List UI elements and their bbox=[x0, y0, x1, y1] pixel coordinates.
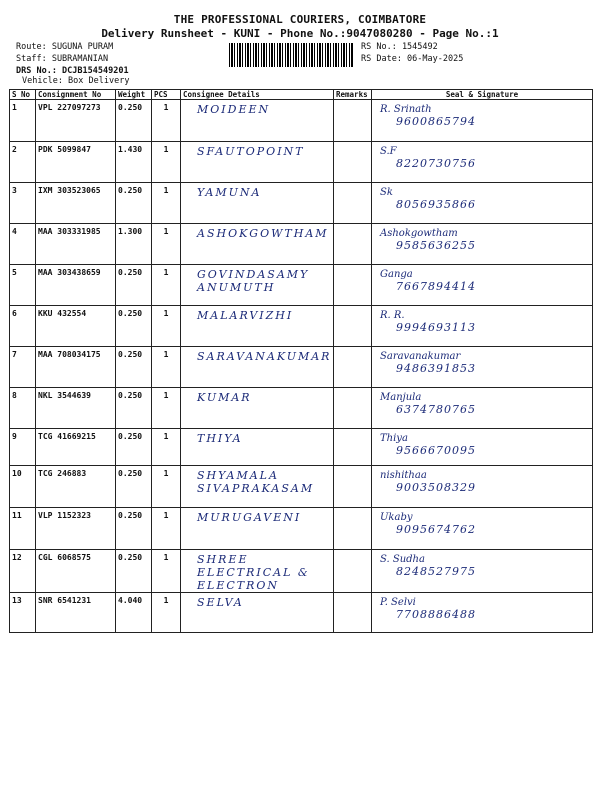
recipient-phone: 6374780765 bbox=[396, 403, 476, 416]
table-row bbox=[10, 508, 593, 550]
consignee-name: THIYA bbox=[197, 432, 243, 445]
remarks-cell bbox=[334, 388, 372, 429]
weight-cell: 1.300 bbox=[116, 224, 152, 265]
signature-cell bbox=[372, 183, 593, 224]
consignee-cell bbox=[181, 388, 334, 429]
recipient-phone: 9566670095 bbox=[396, 444, 476, 457]
sno-cell: 8 bbox=[10, 388, 36, 429]
pcs-cell: 1 bbox=[152, 429, 181, 466]
sno-cell: 9 bbox=[10, 429, 36, 466]
consignee-name: SFAUTOPOINT bbox=[197, 145, 305, 158]
remarks-cell bbox=[334, 466, 372, 508]
consignee-cell bbox=[181, 347, 334, 388]
consignee-cell bbox=[181, 265, 334, 306]
col-pcs: PCS bbox=[152, 90, 181, 100]
signature: Saravanakumar bbox=[380, 351, 461, 362]
runsheet-subtitle: Delivery Runsheet - KUNI - Phone No.:9047080280 - Page No.:1 bbox=[101, 27, 499, 40]
consignee-cell bbox=[181, 306, 334, 347]
remarks-cell bbox=[334, 142, 372, 183]
remarks-cell bbox=[334, 508, 372, 550]
pcs-cell: 1 bbox=[152, 593, 181, 633]
consignee-name: MOIDEEN bbox=[197, 103, 271, 116]
signature: R. R. bbox=[380, 310, 405, 321]
table-row bbox=[10, 466, 593, 508]
col-sno: S No bbox=[10, 90, 36, 100]
recipient-phone: 9585636255 bbox=[396, 239, 476, 252]
rs-date: RS Date: 06-May-2025 bbox=[361, 54, 464, 64]
consignee-cell bbox=[181, 142, 334, 183]
signature: Ukaby bbox=[380, 512, 413, 523]
col-weight: Weight bbox=[116, 90, 152, 100]
consignment-cell: TCG 41669215 bbox=[36, 429, 116, 466]
recipient-phone: 9003508329 bbox=[396, 481, 476, 494]
consignment-cell: SNR 6541231 bbox=[36, 593, 116, 633]
pcs-cell: 1 bbox=[152, 508, 181, 550]
consignee-cell bbox=[181, 466, 334, 508]
pcs-cell: 1 bbox=[152, 224, 181, 265]
remarks-cell bbox=[334, 265, 372, 306]
col-remarks: Remarks bbox=[334, 90, 372, 100]
table-row bbox=[10, 429, 593, 466]
consignee-cell bbox=[181, 593, 334, 633]
consignment-cell: NKL 3544639 bbox=[36, 388, 116, 429]
consignment-cell: VPL 227097273 bbox=[36, 100, 116, 142]
pcs-cell: 1 bbox=[152, 142, 181, 183]
signature: P. Selvi bbox=[380, 597, 416, 608]
signature: S. Sudha bbox=[380, 554, 425, 565]
consignee-name: GOVINDASAMY ANUMUTH bbox=[197, 268, 310, 294]
consignment-cell: VLP 1152323 bbox=[36, 508, 116, 550]
vehicle-label: Vehicle: Box Delivery bbox=[22, 76, 130, 86]
remarks-cell bbox=[334, 550, 372, 593]
sno-cell: 6 bbox=[10, 306, 36, 347]
sno-cell: 10 bbox=[10, 466, 36, 508]
weight-cell: 0.250 bbox=[116, 550, 152, 593]
signature: R. Srinath bbox=[380, 104, 432, 115]
pcs-cell: 1 bbox=[152, 306, 181, 347]
remarks-cell bbox=[334, 100, 372, 142]
signature-cell bbox=[372, 142, 593, 183]
table-row bbox=[10, 142, 593, 183]
signature-cell bbox=[372, 593, 593, 633]
consignment-cell: IXM 303523065 bbox=[36, 183, 116, 224]
signature-cell bbox=[372, 224, 593, 265]
recipient-phone: 9486391853 bbox=[396, 362, 476, 375]
signature: Manjula bbox=[380, 392, 422, 403]
table-row bbox=[10, 306, 593, 347]
signature-cell bbox=[372, 388, 593, 429]
consignee-name: YAMUNA bbox=[197, 186, 262, 199]
recipient-phone: 8220730756 bbox=[396, 157, 476, 170]
signature-cell bbox=[372, 429, 593, 466]
consignee-name: SARAVANAKUMAR bbox=[197, 350, 332, 363]
consignee-name: SELVA bbox=[197, 596, 244, 609]
signature: Ganga bbox=[380, 269, 413, 280]
recipient-phone: 8248527975 bbox=[396, 565, 476, 578]
remarks-cell bbox=[334, 306, 372, 347]
pcs-cell: 1 bbox=[152, 265, 181, 306]
recipient-phone: 9600865794 bbox=[396, 115, 476, 128]
weight-cell: 0.250 bbox=[116, 306, 152, 347]
consignee-name: MALARVIZHI bbox=[197, 309, 294, 322]
signature-cell bbox=[372, 508, 593, 550]
col-signature: Seal & Signature bbox=[372, 90, 593, 100]
pcs-cell: 1 bbox=[152, 466, 181, 508]
sno-cell: 7 bbox=[10, 347, 36, 388]
recipient-phone: 7708886488 bbox=[396, 608, 476, 621]
sno-cell: 3 bbox=[10, 183, 36, 224]
table-row bbox=[10, 265, 593, 306]
signature-cell bbox=[372, 347, 593, 388]
consignee-name: KUMAR bbox=[197, 391, 252, 404]
consignee-cell bbox=[181, 550, 334, 593]
sno-cell: 2 bbox=[10, 142, 36, 183]
consignee-name: MURUGAVENI bbox=[197, 511, 302, 524]
remarks-cell bbox=[334, 224, 372, 265]
pcs-cell: 1 bbox=[152, 347, 181, 388]
signature-cell bbox=[372, 100, 593, 142]
weight-cell: 0.250 bbox=[116, 100, 152, 142]
sno-cell: 12 bbox=[10, 550, 36, 593]
consignee-cell bbox=[181, 429, 334, 466]
weight-cell: 0.250 bbox=[116, 347, 152, 388]
table-row bbox=[10, 183, 593, 224]
consignment-cell: TCG 246883 bbox=[36, 466, 116, 508]
remarks-cell bbox=[334, 593, 372, 633]
signature-cell bbox=[372, 306, 593, 347]
consignment-cell: KKU 432554 bbox=[36, 306, 116, 347]
pcs-cell: 1 bbox=[152, 100, 181, 142]
signature: Thiya bbox=[380, 433, 408, 444]
weight-cell: 0.250 bbox=[116, 388, 152, 429]
weight-cell: 0.250 bbox=[116, 183, 152, 224]
staff-label: Staff: SUBRAMANIAN bbox=[16, 54, 109, 64]
signature-cell bbox=[372, 550, 593, 593]
weight-cell: 0.250 bbox=[116, 429, 152, 466]
consignee-cell bbox=[181, 183, 334, 224]
consignee-cell bbox=[181, 100, 334, 142]
recipient-phone: 9095674762 bbox=[396, 523, 476, 536]
weight-cell: 0.250 bbox=[116, 508, 152, 550]
remarks-cell bbox=[334, 183, 372, 224]
table-header-row bbox=[10, 90, 593, 100]
consignee-cell bbox=[181, 224, 334, 265]
consignee-name: ASHOKGOWTHAM bbox=[197, 227, 329, 240]
pcs-cell: 1 bbox=[152, 388, 181, 429]
runsheet-title: THE PROFESSIONAL COURIERS, COIMBATORE bbox=[173, 13, 427, 26]
recipient-phone: 9994693113 bbox=[396, 321, 476, 334]
runsheet-table bbox=[9, 89, 593, 633]
signature: S.F bbox=[380, 146, 397, 157]
signature: Ashokgowtham bbox=[380, 228, 458, 239]
sno-cell: 4 bbox=[10, 224, 36, 265]
sno-cell: 13 bbox=[10, 593, 36, 633]
sno-cell: 1 bbox=[10, 100, 36, 142]
signature: Sk bbox=[380, 187, 393, 198]
pcs-cell: 1 bbox=[152, 550, 181, 593]
signature-cell bbox=[372, 265, 593, 306]
table-row bbox=[10, 100, 593, 142]
consignee-name: SHREE ELECTRICAL & ELECTRON bbox=[197, 553, 310, 592]
table-row bbox=[10, 388, 593, 429]
consignment-cell: PDK 5099847 bbox=[36, 142, 116, 183]
pcs-cell: 1 bbox=[152, 183, 181, 224]
recipient-phone: 7667894414 bbox=[396, 280, 476, 293]
col-consignment: Consignment No bbox=[36, 90, 116, 100]
sno-cell: 11 bbox=[10, 508, 36, 550]
weight-cell: 0.250 bbox=[116, 265, 152, 306]
weight-cell: 1.430 bbox=[116, 142, 152, 183]
table-row bbox=[10, 224, 593, 265]
recipient-phone: 8056935866 bbox=[396, 198, 476, 211]
route-label: Route: SUGUNA PURAM bbox=[16, 42, 114, 52]
consignment-cell: MAA 708034175 bbox=[36, 347, 116, 388]
consignee-cell bbox=[181, 508, 334, 550]
table-row bbox=[10, 347, 593, 388]
signature: nishithaa bbox=[380, 470, 427, 481]
drs-number: DRS No.: DCJB154549201 bbox=[16, 66, 129, 76]
consignment-cell: CGL 6068575 bbox=[36, 550, 116, 593]
col-consignee: Consignee Details bbox=[181, 90, 334, 100]
table-row bbox=[10, 593, 593, 633]
remarks-cell bbox=[334, 347, 372, 388]
table-row bbox=[10, 550, 593, 593]
remarks-cell bbox=[334, 429, 372, 466]
weight-cell: 4.040 bbox=[116, 593, 152, 633]
weight-cell: 0.250 bbox=[116, 466, 152, 508]
consignee-name: SHYAMALA SIVAPRAKASAM bbox=[197, 469, 315, 495]
consignment-cell: MAA 303331985 bbox=[36, 224, 116, 265]
rs-number: RS No.: 1545492 bbox=[361, 42, 438, 52]
barcode-image bbox=[229, 43, 353, 67]
signature-cell bbox=[372, 466, 593, 508]
sno-cell: 5 bbox=[10, 265, 36, 306]
consignment-cell: MAA 303438659 bbox=[36, 265, 116, 306]
